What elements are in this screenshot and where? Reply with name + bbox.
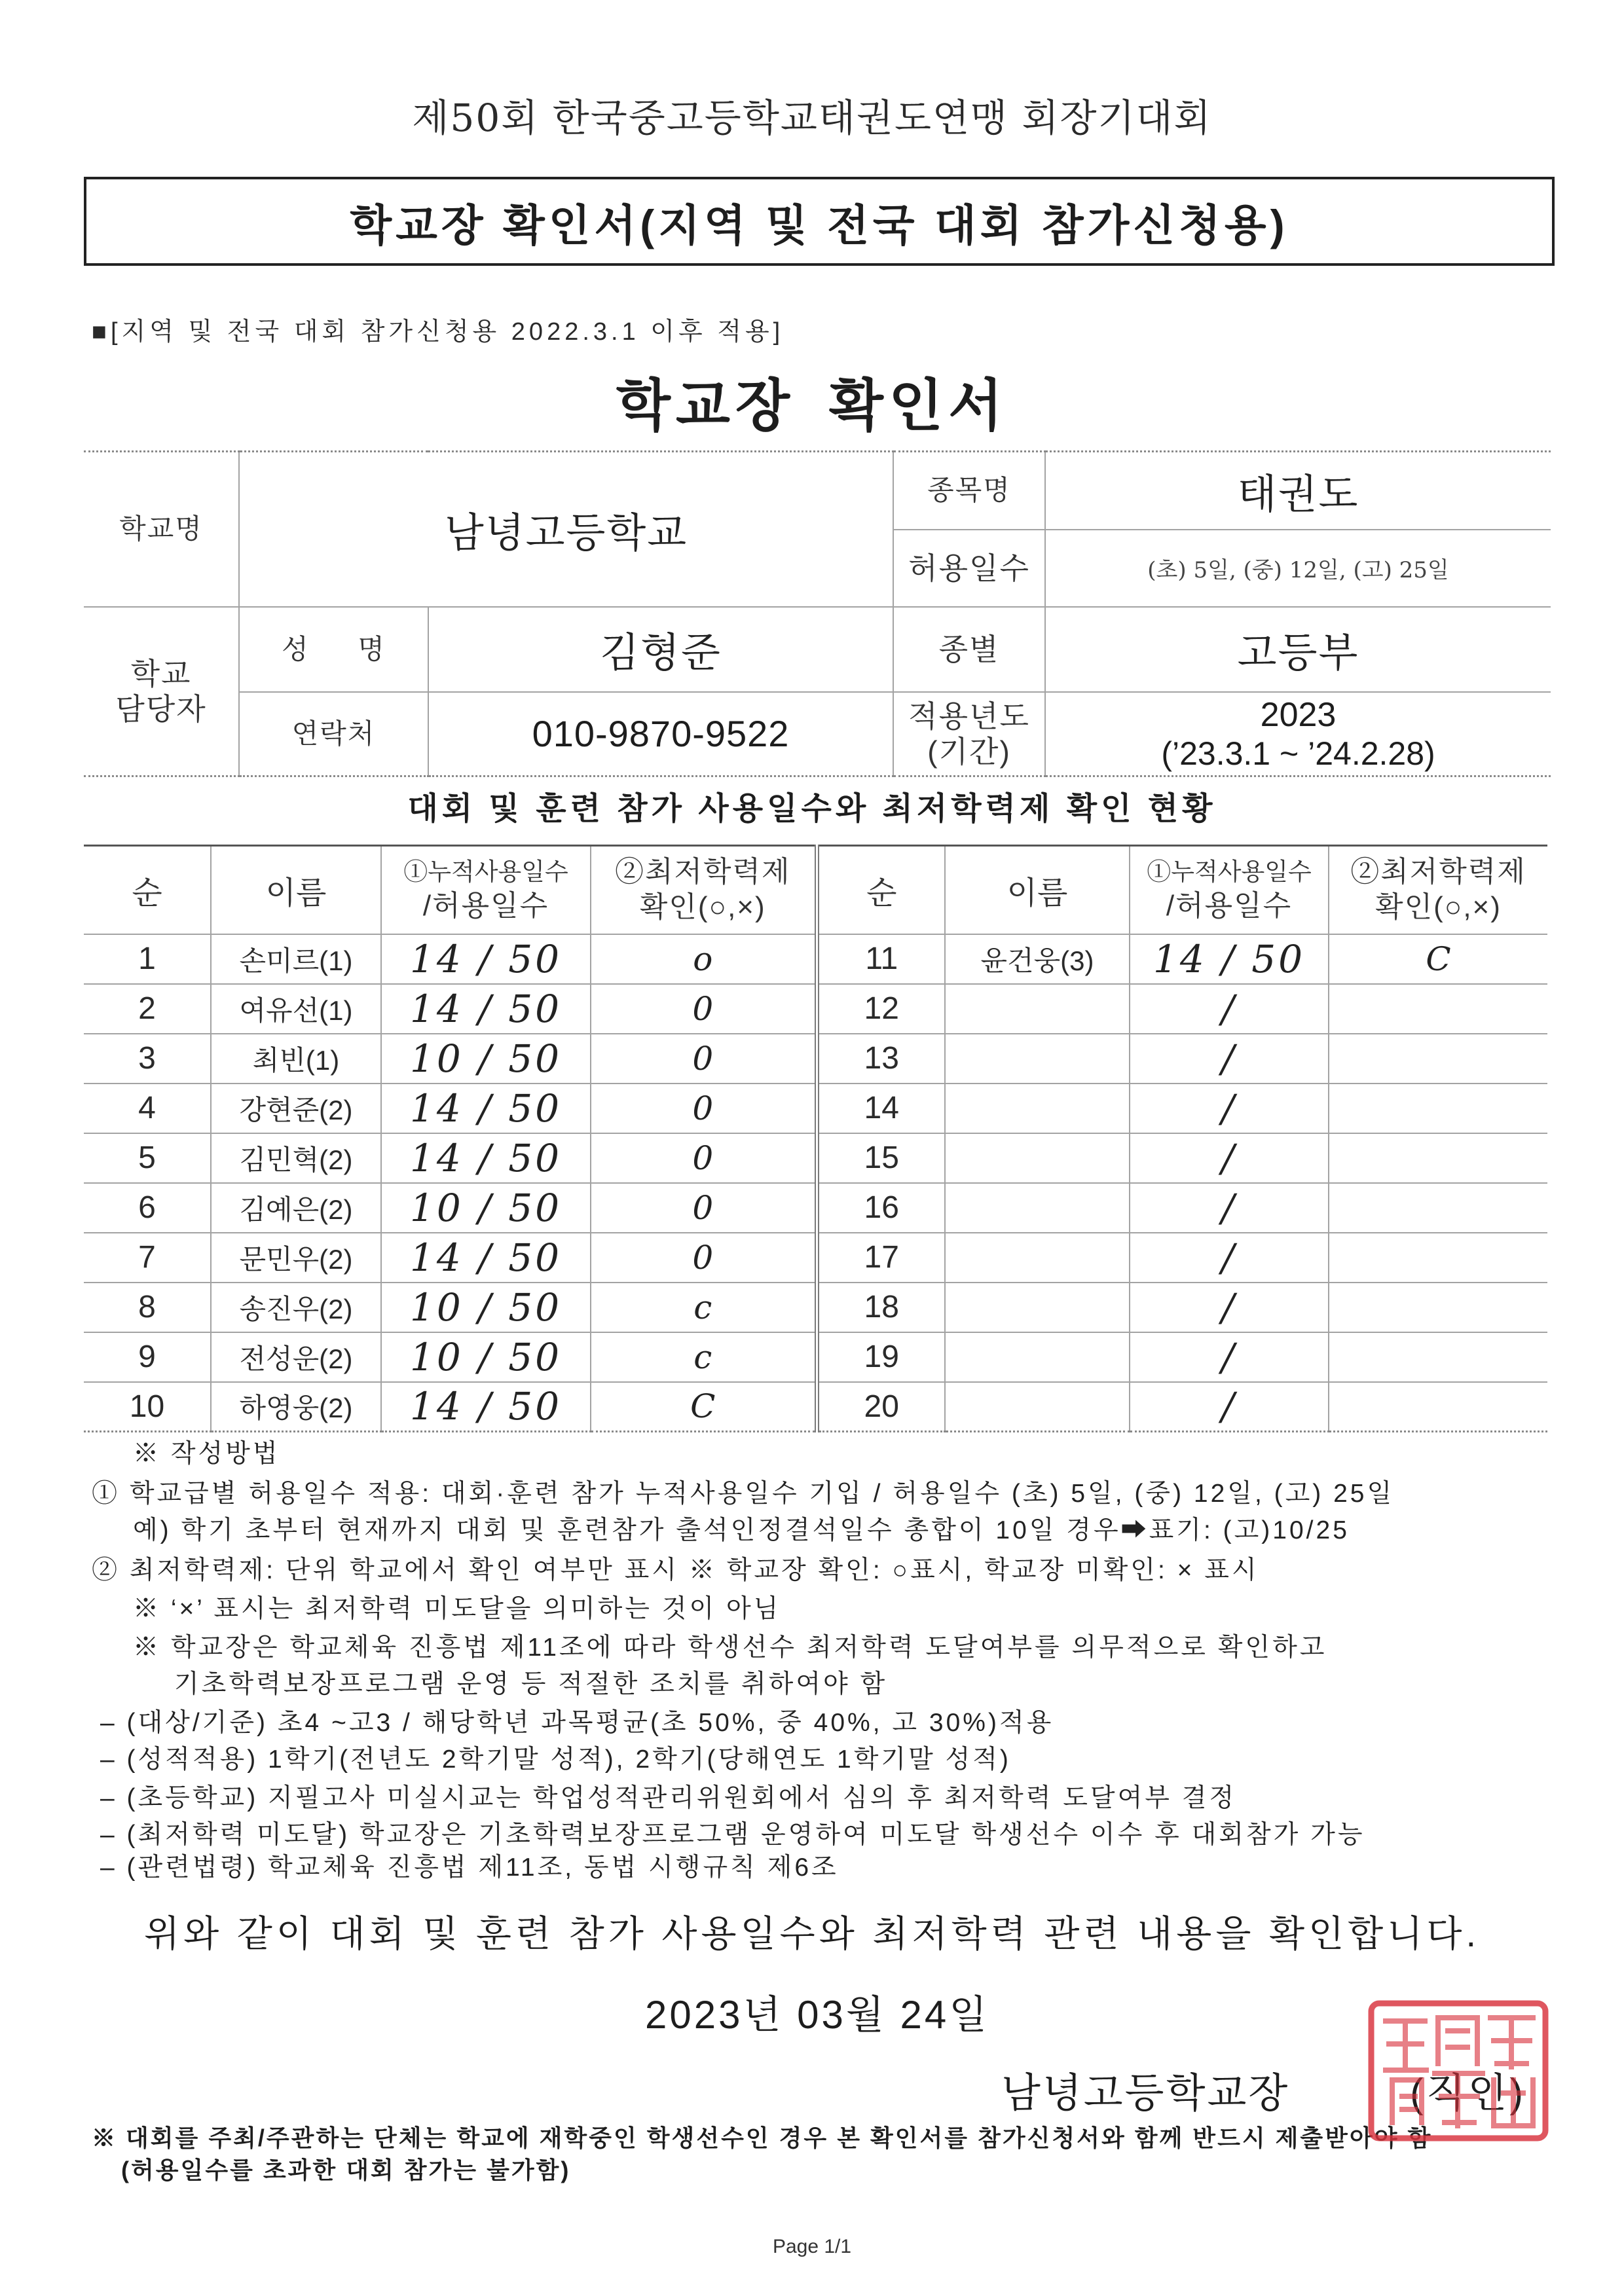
category-label: 종별	[893, 607, 1045, 692]
allowed-days-label: 허용일수	[893, 530, 1045, 607]
table-row	[84, 1332, 1547, 1382]
row-number-cell: 17	[817, 1233, 945, 1283]
instruction-item-2-note-1: ※ ‘×’ 표시는 최저학력 미도달을 의미하는 것이 아님	[133, 1595, 781, 1623]
academic-check-cell: C	[1329, 934, 1547, 984]
academic-check-cell: 0	[591, 1084, 817, 1133]
row-number-cell: 3	[84, 1034, 211, 1084]
period-label	[893, 692, 1045, 776]
used-days-cell: /	[1130, 1283, 1329, 1332]
school-name-value: 남녕고등학교	[239, 452, 893, 607]
academic-check-cell	[1329, 984, 1547, 1034]
row-number-cell: 4	[84, 1084, 211, 1133]
allowed-days-value: (초) 5일, (중) 12일, (고) 25일	[1045, 530, 1551, 607]
student-name-cell: 여유선(1)	[211, 984, 381, 1034]
used-days-cell: /	[1130, 1233, 1329, 1283]
row-number-cell: 20	[817, 1382, 945, 1432]
contact-label: 연락처	[239, 692, 428, 776]
row-number-cell: 19	[817, 1332, 945, 1382]
table-header-row	[84, 846, 1547, 934]
official-seal-label: (직인)	[1410, 2071, 1526, 2116]
academic-check-cell: 0	[591, 1183, 817, 1233]
period-label-line1: 적용년도	[908, 699, 1030, 733]
instruction-item-2-note-2: ※ 학교장은 학교체육 진흥법 제11조에 따라 학생선수 최저학력 도달여부를 의무적으로 확인하고	[133, 1633, 1327, 1662]
table-row	[84, 1382, 1547, 1432]
used-days-cell: 14 / 50	[381, 934, 591, 984]
row-number-cell: 11	[817, 934, 945, 984]
document-title: 학교장 확인서(지역 및 전국 대회 참가신청용)	[350, 200, 1289, 249]
header-used-days-line2: /허용일수	[422, 890, 549, 922]
row-number-cell: 7	[84, 1233, 211, 1283]
instruction-detail: – (성적적용) 1학기(전년도 2학기말 성적), 2학기(당해연도 1학기말 성적)	[100, 1745, 1011, 1774]
instruction-item-2: ② 최저학력제: 단위 학교에서 확인 여부만 표시 ※ 학교장 확인: ○표시, 학교장 미확인: × 표시	[92, 1556, 1259, 1584]
confirmation-statement: 위와 같이 대회 및 훈련 참가 사용일수와 최저학력 관련 내용을 확인합니다.	[143, 1913, 1481, 1954]
instruction-item-2-note-2-cont: 기초학력보장프로그램 운영 등 적절한 조치를 취하여야 함	[174, 1670, 888, 1698]
student-name-cell	[945, 1382, 1130, 1432]
used-days-cell: 14 / 50	[381, 1084, 591, 1133]
principal-title: 남녕고등학교장	[1001, 2071, 1290, 2116]
academic-check-cell: o	[591, 934, 817, 984]
school-manager-label	[84, 607, 239, 776]
instruction-detail: – (최저학력 미도달) 학교장은 기초학력보장프로그램 운영하여 미도달 학생선수 이수 후 대회참가 가능	[100, 1821, 1365, 1849]
header-name: 이름	[211, 846, 381, 934]
academic-check-cell	[1329, 1382, 1547, 1432]
academic-check-cell: 0	[591, 1233, 817, 1283]
header-academic-check-line2: 확인(○,×)	[1375, 891, 1502, 924]
student-name-cell: 김민혁(2)	[211, 1133, 381, 1183]
academic-check-cell: 0	[591, 1133, 817, 1183]
used-days-cell: 10 / 50	[381, 1283, 591, 1332]
application-period: (’23.3.1 ~ ’24.2.28)	[1161, 735, 1435, 772]
period-value	[1045, 692, 1551, 776]
table-row	[84, 984, 1547, 1034]
academic-check-cell	[1329, 1233, 1547, 1283]
row-number-cell: 9	[84, 1332, 211, 1382]
confirmation-date: 2023년 03월 24일	[645, 1993, 990, 2037]
header-used-days-line1: ①누적사용일수	[1147, 858, 1312, 886]
row-number-cell: 6	[84, 1183, 211, 1233]
participation-status-table	[84, 845, 1547, 1432]
academic-check-cell	[1329, 1084, 1547, 1133]
table-row	[84, 1183, 1547, 1233]
used-days-cell: /	[1130, 1183, 1329, 1233]
student-name-cell	[945, 1183, 1130, 1233]
academic-check-cell	[1329, 1183, 1547, 1233]
header-no: 순	[84, 846, 211, 934]
instruction-detail: – (대상/기준) 초4 ~고3 / 해당학년 과목평균(초 50%, 중 40%, 고 30%)적용	[100, 1709, 1054, 1737]
form-applicability-note: ■[지역 및 전국 대회 참가신청용 2022.3.1 이후 적용]	[92, 318, 784, 346]
instruction-detail: – (관련법령) 학교체육 진흥법 제11조, 동법 시행규칙 제6조	[100, 1853, 839, 1882]
school-name-label: 학교명	[84, 452, 239, 607]
table-row	[84, 1283, 1547, 1332]
student-name-cell: 김예은(2)	[211, 1183, 381, 1233]
header-used-days	[1130, 846, 1329, 934]
table-row	[84, 934, 1547, 984]
used-days-cell: 14 / 50	[381, 1382, 591, 1432]
instructions-heading: ※ 작성방법	[133, 1440, 280, 1468]
instruction-detail: – (초등학교) 지필고사 미실시교는 학업성적관리위원회에서 심의 후 최저학력 도달여부 결정	[100, 1784, 1237, 1812]
used-days-cell: 14 / 50	[381, 1133, 591, 1183]
academic-check-cell: C	[591, 1382, 817, 1432]
manager-name-label: 성 명	[239, 607, 428, 692]
table-row	[84, 1034, 1547, 1084]
header-used-days-line2: /허용일수	[1166, 890, 1293, 922]
document-title-box	[84, 177, 1555, 266]
used-days-cell: 14 / 50	[1130, 934, 1329, 984]
header-academic-check	[1329, 846, 1547, 934]
header-no: 순	[817, 846, 945, 934]
row-number-cell: 2	[84, 984, 211, 1034]
student-name-cell: 강현준(2)	[211, 1084, 381, 1133]
student-name-cell	[945, 1084, 1130, 1133]
student-name-cell	[945, 1233, 1130, 1283]
used-days-cell: /	[1130, 1034, 1329, 1084]
header-academic-check-line1: ②최저학력제	[1350, 856, 1526, 888]
application-year: 2023	[1260, 695, 1337, 734]
academic-check-cell: c	[591, 1332, 817, 1382]
used-days-cell: /	[1130, 1332, 1329, 1382]
used-days-cell: 10 / 50	[381, 1034, 591, 1084]
student-name-cell: 문민우(2)	[211, 1233, 381, 1283]
header-academic-check	[591, 846, 817, 934]
academic-check-cell	[1329, 1332, 1547, 1382]
academic-check-cell	[1329, 1283, 1547, 1332]
footer-note-line-1: ※ 대회를 주최/주관하는 단체는 학교에 재학중인 학생선수인 경우 본 확인서를 참가신청서와 함께 반드시 제출받아야 함	[92, 2124, 1433, 2151]
table-row	[84, 1084, 1547, 1133]
header-used-days	[381, 846, 591, 934]
academic-check-cell	[1329, 1034, 1547, 1084]
used-days-cell: /	[1130, 1084, 1329, 1133]
academic-check-cell: 0	[591, 1034, 817, 1084]
student-name-cell	[945, 984, 1130, 1034]
sport-value: 태권도	[1045, 452, 1551, 530]
used-days-cell: 14 / 50	[381, 1233, 591, 1283]
student-name-cell	[945, 1283, 1130, 1332]
used-days-cell: /	[1130, 1382, 1329, 1432]
student-name-cell: 전성운(2)	[211, 1332, 381, 1382]
student-name-cell: 최빈(1)	[211, 1034, 381, 1084]
used-days-cell: 14 / 50	[381, 984, 591, 1034]
student-name-cell: 윤건웅(3)	[945, 934, 1130, 984]
school-info-table	[84, 450, 1551, 777]
used-days-cell: 10 / 50	[381, 1183, 591, 1233]
table-row	[84, 1133, 1547, 1183]
student-name-cell	[945, 1133, 1130, 1183]
page-number: Page 1/1	[772, 2236, 852, 2257]
row-number-cell: 10	[84, 1382, 211, 1432]
table-row	[84, 1233, 1547, 1283]
student-name-cell: 하영웅(2)	[211, 1382, 381, 1432]
category-value: 고등부	[1045, 607, 1551, 692]
row-number-cell: 8	[84, 1283, 211, 1332]
row-number-cell: 16	[817, 1183, 945, 1233]
student-name-cell: 송진우(2)	[211, 1283, 381, 1332]
header-academic-check-line1: ②최저학력제	[614, 856, 791, 888]
header-used-days-line1: ①누적사용일수	[403, 858, 568, 886]
manager-name-value: 김형준	[428, 607, 893, 692]
instruction-item-1: ① 학교급별 허용일수 적용: 대회·훈련 참가 누적사용일수 기입 / 허용일수 (초) 5일, (중) 12일, (고) 25일	[92, 1480, 1395, 1508]
sport-label: 종목명	[893, 452, 1045, 530]
contact-value: 010-9870-9522	[428, 692, 893, 776]
header-name: 이름	[945, 846, 1130, 934]
academic-check-cell: 0	[591, 984, 817, 1034]
period-label-line2: (기간)	[927, 734, 1011, 769]
used-days-cell: 10 / 50	[381, 1332, 591, 1382]
student-name-cell	[945, 1034, 1130, 1084]
academic-check-cell	[1329, 1133, 1547, 1183]
row-number-cell: 14	[817, 1084, 945, 1133]
used-days-cell: /	[1130, 1133, 1329, 1183]
row-number-cell: 15	[817, 1133, 945, 1183]
academic-check-cell: c	[591, 1283, 817, 1332]
school-manager-label-line1: 학교	[130, 656, 192, 691]
row-number-cell: 12	[817, 984, 945, 1034]
row-number-cell: 13	[817, 1034, 945, 1084]
status-section-title: 대회 및 훈련 참가 사용일수와 최저학력제 확인 현황	[407, 792, 1217, 826]
school-manager-label-line2: 담당자	[115, 691, 207, 726]
form-title: 학교장 확인서	[616, 374, 1008, 437]
footer-note-line-2: (허용일수를 초과한 대회 참가는 불가함)	[121, 2157, 571, 2183]
header-academic-check-line2: 확인(○,×)	[639, 891, 766, 924]
student-name-cell	[945, 1332, 1130, 1382]
student-name-cell: 손미르(1)	[211, 934, 381, 984]
school-seal-stamp	[1366, 1998, 1551, 2143]
row-number-cell: 1	[84, 934, 211, 984]
row-number-cell: 5	[84, 1133, 211, 1183]
row-number-cell: 18	[817, 1283, 945, 1332]
instruction-item-1-example: 예) 학기 초부터 현재까지 대회 및 훈련참가 출석인정결석일수 총합이 10일 경우➡표기: (고)10/25	[133, 1516, 1350, 1544]
status-table-body	[84, 934, 1547, 1432]
event-title: 제50회 한국중고등학교태권도연맹 회장기대회	[412, 96, 1212, 140]
used-days-cell: /	[1130, 984, 1329, 1034]
